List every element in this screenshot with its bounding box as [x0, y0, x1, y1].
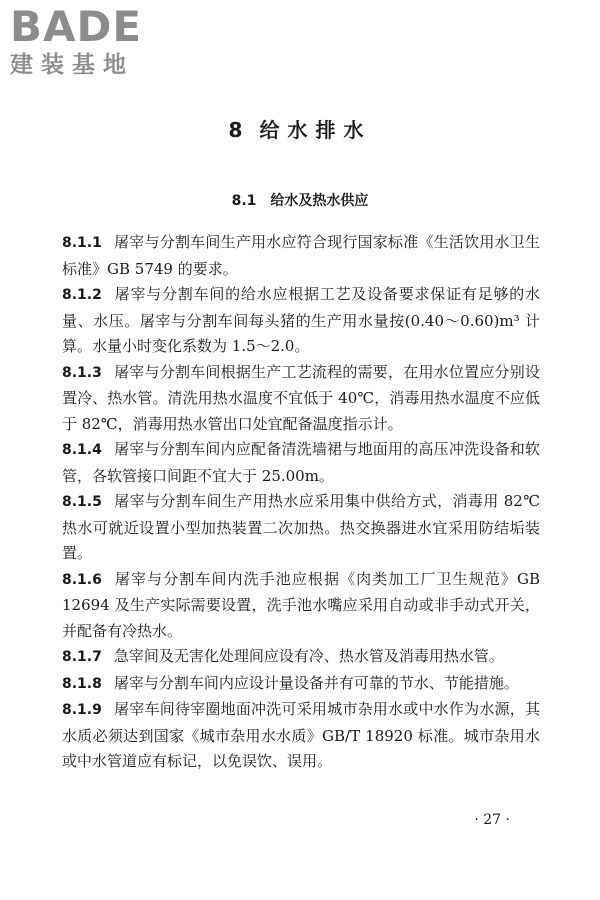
publisher-logo: [10, 4, 180, 80]
clause-text: 屠宰车间待宰圈地面冲洗可采用城市杂用水或中水作为水源，其水质必须达到国家《城市杂用水水质》GB/T 18920 标准。城市杂用水或中水管道应有标记，以免误饮、误用。: [62, 700, 540, 770]
clause-8-1-5: [62, 489, 540, 567]
clause-number: 8.1.7: [62, 649, 102, 665]
clause-list: [62, 230, 540, 775]
clause-8-1-8: [62, 671, 540, 698]
clause-text: 屠宰与分割车间内洗手池应根据《肉类加工厂卫生规范》GB 12694 及生产实际需要设置，洗手池水嘴应采用自动或非手动式开关，并配备有冷热水。: [62, 569, 540, 640]
section-number: 8.1: [231, 193, 257, 209]
clause-number: 8.1.9: [62, 702, 102, 718]
chapter-number: 8: [228, 118, 244, 142]
clause-8-1-2: [62, 282, 540, 360]
clause-text: 屠宰与分割车间内应设计量设备并有可靠的节水、节能措施。: [113, 673, 519, 692]
clause-number: 8.1.6: [62, 571, 102, 588]
clause-text: 急宰间及无害化处理间应设有冷、热水管及消毒用热水管。: [113, 647, 504, 665]
section-name: 给水及热水供应: [270, 193, 369, 209]
page-number: · 27 ·: [474, 812, 510, 828]
clause-number: 8.1.1: [62, 235, 102, 251]
clause-8-1-1: [62, 230, 540, 282]
clause-8-1-3: [62, 360, 540, 438]
clause-text: 屠宰与分割车间的给水应根据工艺及设备要求保证有足够的水量、水压。屠宰与分割车间每头猪的生产用水量按(0.40～0.60)m³ 计算。水量小时变化系数为 1.5～2.0。: [62, 285, 540, 355]
section-title: [0, 190, 600, 210]
logo-wordmark: BADE: [10, 2, 143, 51]
clause-number: 8.1.8: [62, 675, 102, 692]
clause-text: 屠宰与分割车间内应配备清洗墙裙与地面用的高压冲洗设备和软管，各软管接口间距不宜大于 25.00m。: [62, 440, 540, 485]
clause-number: 8.1.3: [62, 364, 102, 381]
logo-subtitle: 建装基地: [10, 52, 134, 78]
chapter-title: [0, 114, 600, 143]
chapter-name: 给水排水: [259, 118, 372, 142]
clause-number: 8.1.4: [62, 442, 102, 458]
clause-8-1-6: [62, 567, 540, 645]
clause-8-1-4: [62, 437, 540, 489]
clause-8-1-9: [62, 697, 540, 775]
clause-text: 屠宰与分割车间根据生产工艺流程的需要，在用水位置应分别设置冷、热水管。清洗用热水温度不宜低于 40℃，消毒用热水温度不应低于 82℃，消毒用热水管出口处宜配备温度指示计。: [62, 362, 540, 433]
clause-8-1-7: [62, 644, 540, 671]
clause-text: 屠宰与分割车间生产用热水应采用集中供给方式，消毒用 82℃ 热水可就近设置小型加热装置二次加热。热交换器进水宜采用防结垢装置。: [62, 492, 540, 562]
clause-number: 8.1.5: [62, 494, 102, 510]
clause-text: 屠宰与分割车间生产用水应符合现行国家标准《生活饮用水卫生标准》GB 5749 的要求。: [62, 233, 540, 278]
clause-number: 8.1.2: [62, 287, 102, 303]
